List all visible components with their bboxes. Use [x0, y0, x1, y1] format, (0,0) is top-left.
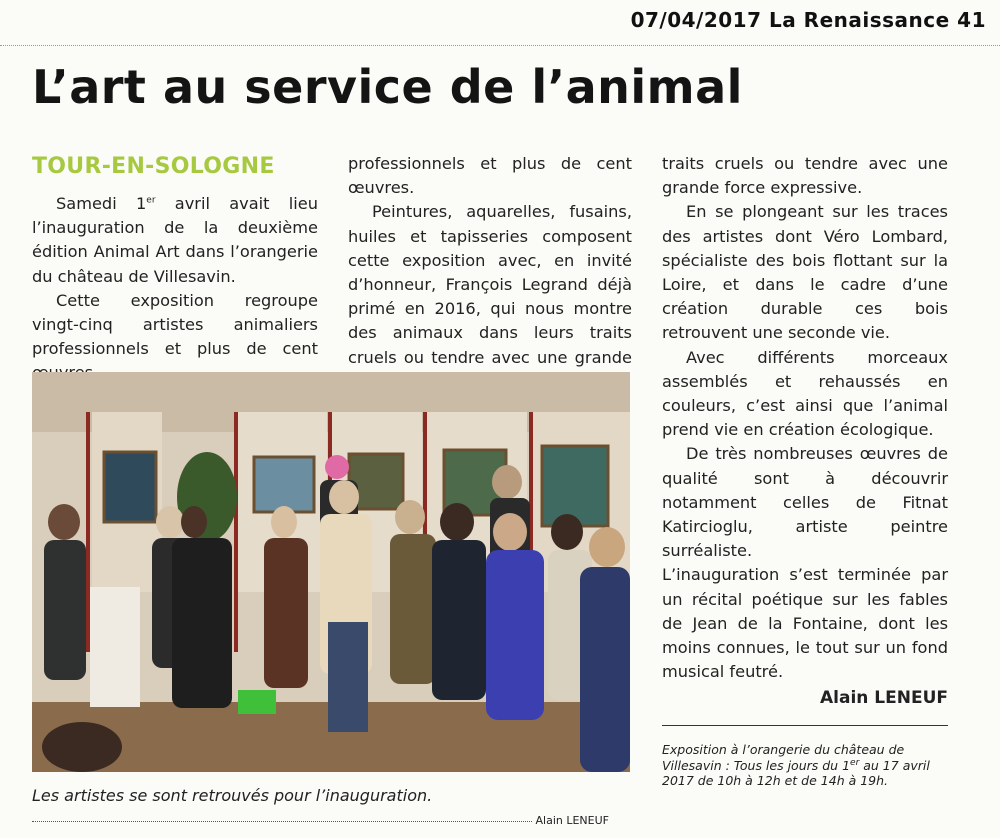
article-signature: Alain LENEUF	[819, 688, 948, 709]
info-divider	[662, 725, 948, 726]
paragraph-5: Avec différents morceaux assemblés et rehaussés en couleurs, c’est ainsi que l’animal prend vie en création écologique.	[662, 347, 948, 440]
photo-illustration	[32, 372, 630, 772]
paragraph-3-cont: traits cruels ou tendre avec une grande force expressive.	[662, 154, 948, 198]
paragraph-1: Samedi 1er avril avait lieu l’inauguration de la deuxième édition Animal Art dans l’orangerie du château de Villesavin.	[32, 194, 318, 286]
article-headline: L’art au service de l’animal	[32, 60, 743, 114]
paragraph-3: Peintures, aquarelles, fusains, huiles et tapisseries composent cette exposition avec, en invité d’honneur, François Legrand déjà primé en 2016, qui nous montre des animaux dans leurs traits cruels ou tendre avec une grande	[348, 202, 632, 367]
paragraph-2-cont: professionnels et plus de cent œuvres.	[348, 154, 632, 198]
location-label: TOUR-EN-SOLOGNE	[32, 154, 275, 179]
source-date-header: 07/04/2017 La Renaissance 41	[630, 8, 986, 32]
paragraph-6: De très nombreuses œuvres de qualité sont à découvrir notamment celles de Fitnat Katircioglu, artiste peintre surréaliste.	[662, 444, 948, 561]
header-divider	[0, 45, 1000, 46]
paragraph-4: En se plongeant sur les traces des artistes dont Véro Lombard, spécialiste des bois flottant sur la Loire, et dans le cadre d’une création durable ces bois retrouvent une seconde vie.	[662, 202, 948, 343]
exhibition-info: Exposition à l’orangerie du château de Villesavin : Tous les jours du 1er au 17 avril 2017 de 10h à 12h et de 14h à 19h.	[662, 742, 930, 788]
photo-credit	[32, 814, 632, 827]
photo-caption: Les artistes se sont retrouvés pour l’inauguration.	[32, 786, 433, 805]
column-3	[662, 152, 948, 711]
paragraph-7: L’inauguration s’est terminée par un récital poétique sur les fables de Jean de la Fontaine, dont les moins connues, le tout sur un fond musical feutré.	[662, 565, 948, 682]
paragraph-2: Cette exposition regroupe vingt-cinq artistes animaliers professionnels et plus de cent	[32, 290, 318, 359]
column-1	[32, 152, 318, 359]
photo-credit-name: Alain LENEUF	[535, 814, 609, 827]
event-photo	[32, 372, 630, 772]
column-2	[348, 152, 632, 367]
